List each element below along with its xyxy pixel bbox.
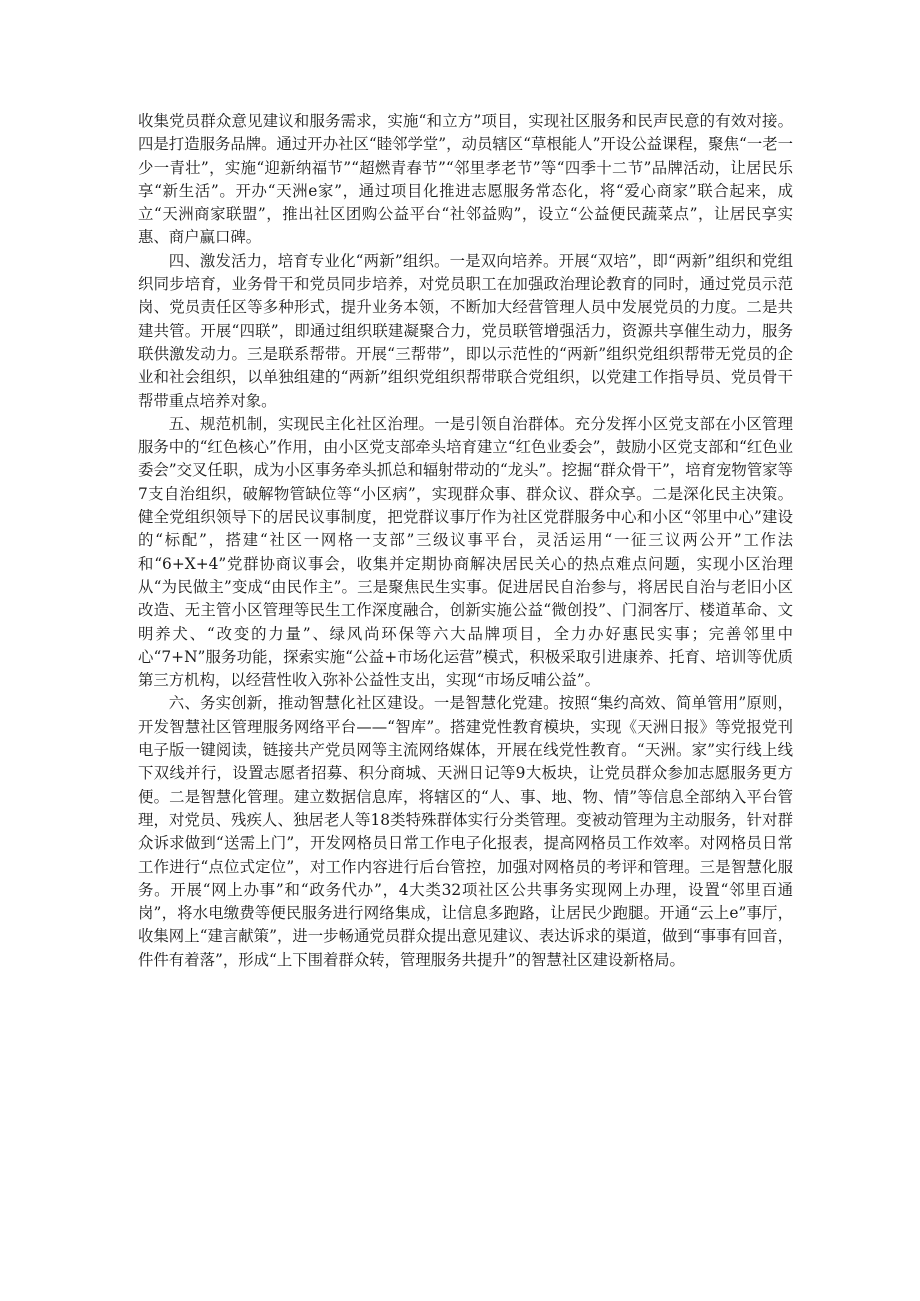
paragraph-section-five: 五、规范机制，实现民主化社区治理。一是引领自治群体。充分发挥小区党支部在小区管理服务中的“红色核心”作用，由小区党支部牵头培育建立“红色业委会”，鼓励小区党支部和“红色业委会”交叉任职，成为小区事务牵头抓总和辐射带动的“龙头”。挖掘“群众骨干”，培育宠物管家等7支自治组织，破解物管缺位等“小区病”，实现群众事、群众议、群众享。二是深化民主决策。健全党组织领导下的居民议事制度，把党群议事厅作为社区党群服务中心和小区“邻里中心”建设的“标配”，搭建“社区一网格一支部”三级议事平台，灵活运用“一征三议两公开”工作法和“6+X+4”党群协商议事会，收集并定期协商解决居民关心的热点难点问题，实现小区治理从“为民做主”变成“由民作主”。三是聚焦民生实事。促进居民自治参与，将居民自治与老旧小区改造、无主管小区管理等民生工作深度融合，创新实施公益“微创投”、门洞客厅、楼道革命、文明养犬、“改变的力量”、绿风尚环保等六大品牌项目，全力办好惠民实事；完善邻里中心“7+N”服务功能，探索实施“公益+市场化运营”模式，积极采取引进康养、托育、培训等优质第三方机构，以经营性收入弥补公益性支出，实现“市场反哺公益”。 [138,414,793,690]
document-page [138,110,793,972]
paragraph-section-four: 四、激发活力，培育专业化“两新”组织。一是双向培养。开展“双培”，即“两新”组织和党组织同步培育，业务骨干和党员同步培养，对党员职工在加强政治理论教育的同时，通过党员示范岗、党员责任区等多种形式，提升业务本领，不断加大经营管理人员中发展党员的力度。二是共建共管。开展“四联”，即通过组织联建凝聚合力，党员联管增强活力，资源共享催生动力，服务联供激发动力。三是联系帮带。开展“三帮带”，即以示范性的“两新”组织党组织帮带无党员的企业和社会组织，以单独组建的“两新”组织党组织帮带联合党组织，以党建工作指导员、党员骨干帮带重点培养对象。 [138,251,793,410]
paragraph-continued-service-brand: 收集党员群众意见建议和服务需求，实施“和立方”项目，实现社区服务和民声民意的有效对接。四是打造服务品牌。通过开办社区“睦邻学堂”，动员辖区“草根能人”开设公益课程，聚焦“一老一少一青壮”，实施“迎新纳福节”“超燃青春节”“邻里孝老节”等“四季十二节”品牌活动，让居民乐享“新生活”。开办“天洲e家”，通过项目化推进志愿服务常态化，将“爱心商家”联合起来，成立“天洲商家联盟”，推出社区团购公益平台“社邻益购”，设立“公益便民蔬菜点”，让居民享实惠、商户赢口碑。 [138,112,793,247]
paragraph-section-six: 六、务实创新，推动智慧化社区建设。一是智慧化党建。按照“集约高效、简单管用”原则，开发智慧社区管理服务网络平台——“智库”。搭建党性教育模块，实现《天洲日报》等党报党刊电子版一键阅读，链接共产党员网等主流网络媒体，开展在线党性教育。“天洲。家”实行线上线下双线并行，设置志愿者招募、积分商城、天洲日记等9大板块，让党员群众参加志愿服务更方便。二是智慧化管理。建立数据信息库，将辖区的“人、事、地、物、情”等信息全部纳入平台管理，对党员、残疾人、独居老人等18类特殊群体实行分类管理。变被动管理为主动服务，针对群众诉求做到“送需上门”，开发网格员日常工作电子化报表，提高网格员工作效率。对网格员日常工作进行“点位式定位”，对工作内容进行后台管控，加强对网格员的考评和管理。三是智慧化服务。开展“网上办事”和“政务代办”，4大类32项社区公共事务实现网上办理，设置“邻里百通岗”，将水电缴费等便民服务进行网络集成，让信息多跑路，让居民少跑腿。开通“云上e”事厅，收集网上“建言献策”，进一步畅通党员群众提出意见建议、表达诉求的渠道，做到“事事有回音，件件有着落”，形成“上下围着群众转，管理服务共提升”的智慧社区建设新格局。 [138,694,793,969]
